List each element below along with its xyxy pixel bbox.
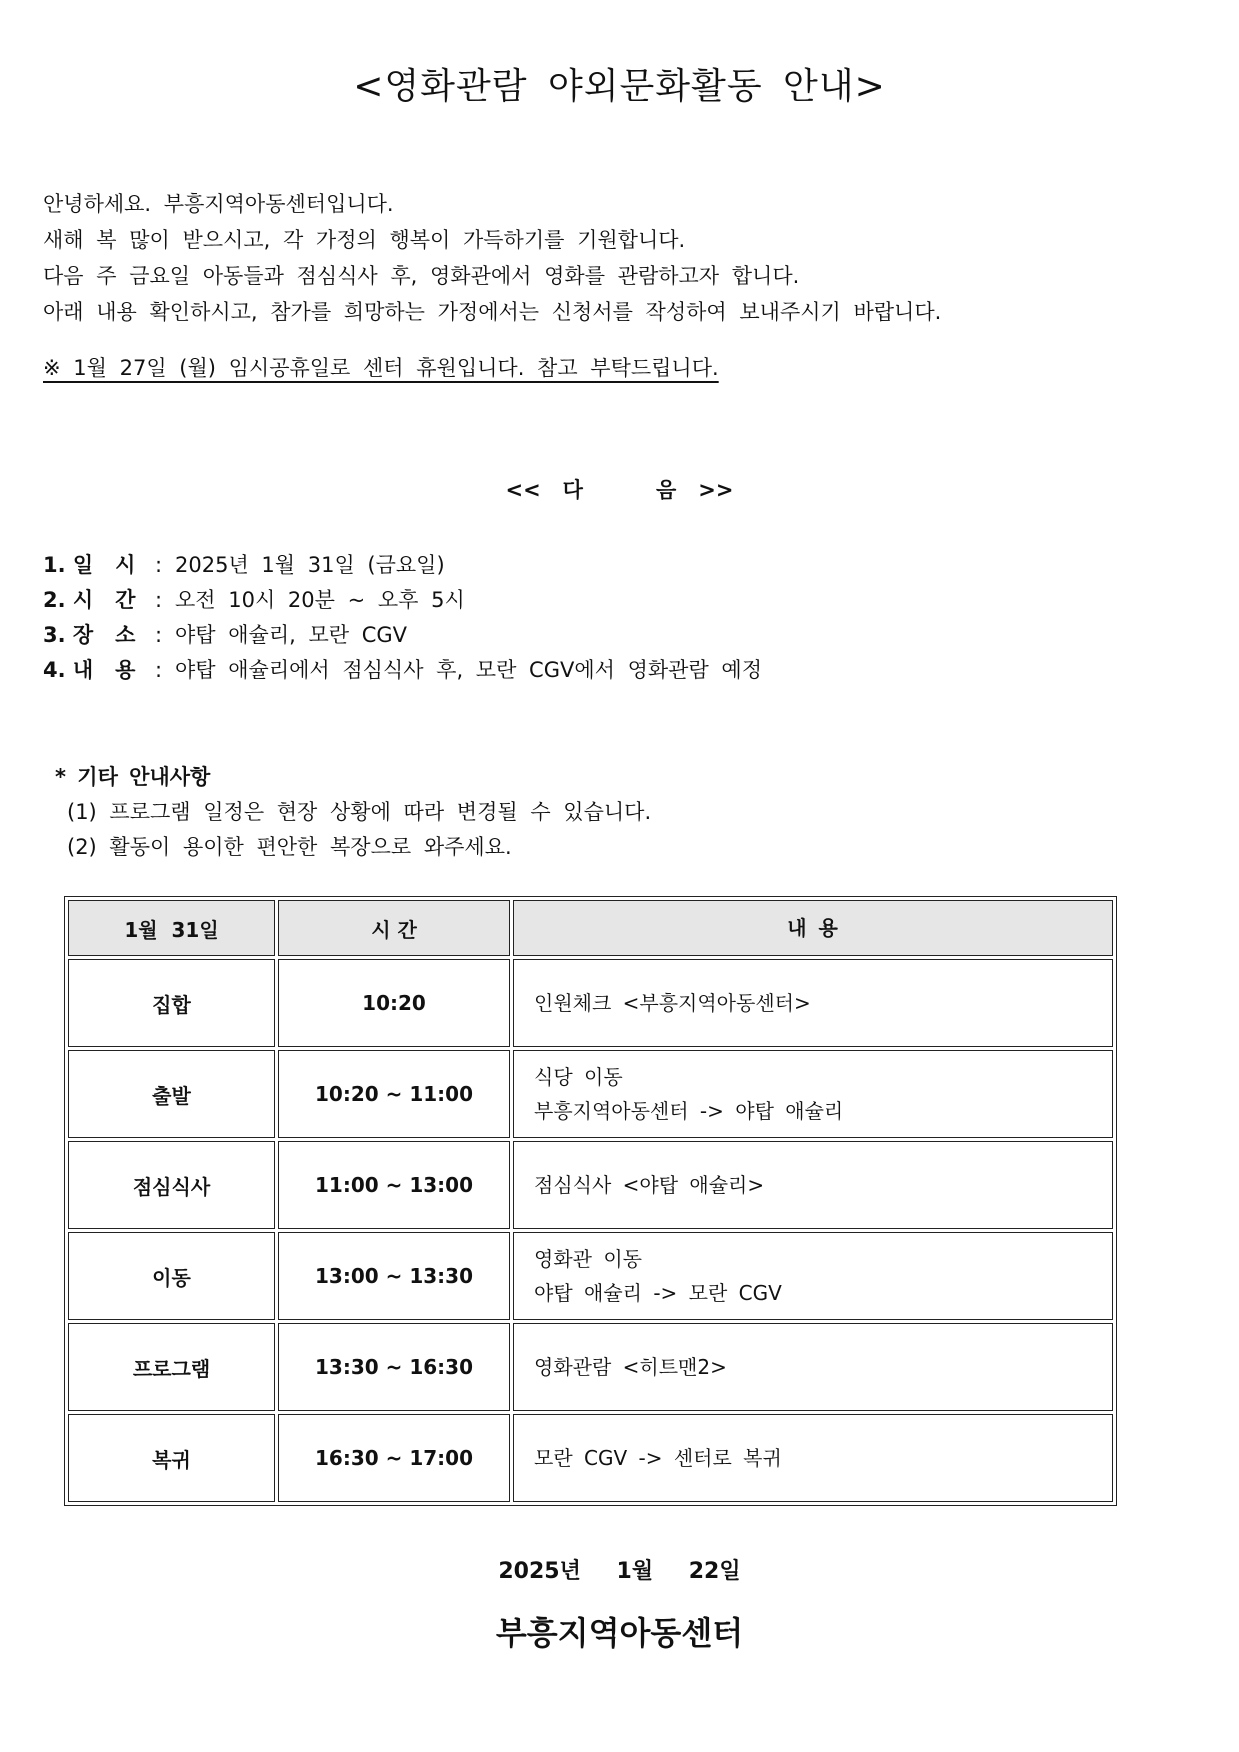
row-time: 13:30 ~ 16:30 [278,1323,510,1411]
info-label: 4. 내 용 [43,658,136,682]
info-value: 야탑 애슐리, 모란 CGV [175,623,408,647]
row-content [513,1414,1113,1502]
other-notes-title: * 기타 안내사항 [55,765,211,789]
info-item-time [43,583,762,618]
row-content-line: 야탑 애슐리 -> 모란 CGV [534,1281,782,1305]
table-row [68,1232,1113,1320]
row-time: 10:20 [278,959,510,1047]
table-row [68,1323,1113,1411]
header-time: 시 간 [278,900,510,956]
row-content-line: 영화관 이동 [534,1247,642,1271]
row-content-line: 인원체크 <부흥지역아동센터> [534,991,811,1015]
info-item-place [43,618,762,653]
row-time: 16:30 ~ 17:00 [278,1414,510,1502]
row-time: 13:00 ~ 13:30 [278,1232,510,1320]
other-notes-item: (2) 활동이 용이한 편안한 복장으로 와주세요. [67,835,512,859]
row-content-line: 영화관람 <히트맨2> [534,1355,727,1379]
info-label: 3. 장 소 [43,623,136,647]
row-time: 10:20 ~ 11:00 [278,1050,510,1138]
section-heading: << 다 음 >> [505,478,734,502]
info-label: 2. 시 간 [43,588,136,612]
row-time: 11:00 ~ 13:00 [278,1141,510,1229]
info-item-date [43,548,762,583]
header-date: 1월 31일 [68,900,275,956]
row-content-line: 부흥지역아동센터 -> 야탑 애슐리 [534,1099,844,1123]
schedule-table [64,896,1117,1506]
info-colon: : [155,658,163,682]
row-content-line: 모란 CGV -> 센터로 복귀 [534,1446,782,1470]
other-notes [55,760,651,865]
organization-name: 부흥지역아동센터 [495,1614,744,1652]
info-item-content [43,653,762,688]
info-value: 2025년 1월 31일 (금요일) [175,553,445,577]
row-name: 점심식사 [68,1141,275,1229]
row-name: 출발 [68,1050,275,1138]
document-date: 2025년 1월 22일 [498,1559,741,1584]
intro-line: 새해 복 많이 받으시고, 각 가정의 행복이 가득하기를 기원합니다. [43,228,686,252]
row-content [513,1232,1113,1320]
intro-line: 아래 내용 확인하시고, 참가를 희망하는 가정에서는 신청서를 작성하여 보내주시기 바랍니다. [43,300,942,324]
intro-line: 안녕하세요. 부흥지역아동센터입니다. [43,192,394,216]
table-row [68,1050,1113,1138]
schedule-header-row [68,900,1113,956]
event-info-list [43,548,762,688]
row-name: 이동 [68,1232,275,1320]
info-label: 1. 일 시 [43,553,136,577]
other-notes-item: (1) 프로그램 일정은 현장 상황에 따라 변경될 수 있습니다. [67,800,652,824]
row-content [513,959,1113,1047]
table-row [68,1414,1113,1502]
table-row [68,1141,1113,1229]
intro-text [43,186,941,330]
row-content [513,1050,1113,1138]
info-colon: : [155,623,163,647]
row-content-line: 식당 이동 [534,1065,623,1089]
row-name: 집합 [68,959,275,1047]
row-name: 프로그램 [68,1323,275,1411]
row-content [513,1323,1113,1411]
info-colon: : [155,553,163,577]
row-content-line: 점심식사 <야탑 애슐리> [534,1173,765,1197]
info-value: 야탑 애슐리에서 점심식사 후, 모란 CGV에서 영화관람 예정 [175,658,762,682]
header-content: 내 용 [513,900,1113,956]
info-colon: : [155,588,163,612]
row-name: 복귀 [68,1414,275,1502]
intro-line: 다음 주 금요일 아동들과 점심식사 후, 영화관에서 영화를 관람하고자 합니다. [43,264,800,288]
page-title: <영화관람 야외문화활동 안내> [353,66,886,107]
table-row [68,959,1113,1047]
info-value: 오전 10시 20분 ~ 오후 5시 [175,588,465,612]
row-content [513,1141,1113,1229]
holiday-notice: ※ 1월 27일 (월) 임시공휴일로 센터 휴원입니다. 참고 부탁드립니다. [43,356,719,380]
